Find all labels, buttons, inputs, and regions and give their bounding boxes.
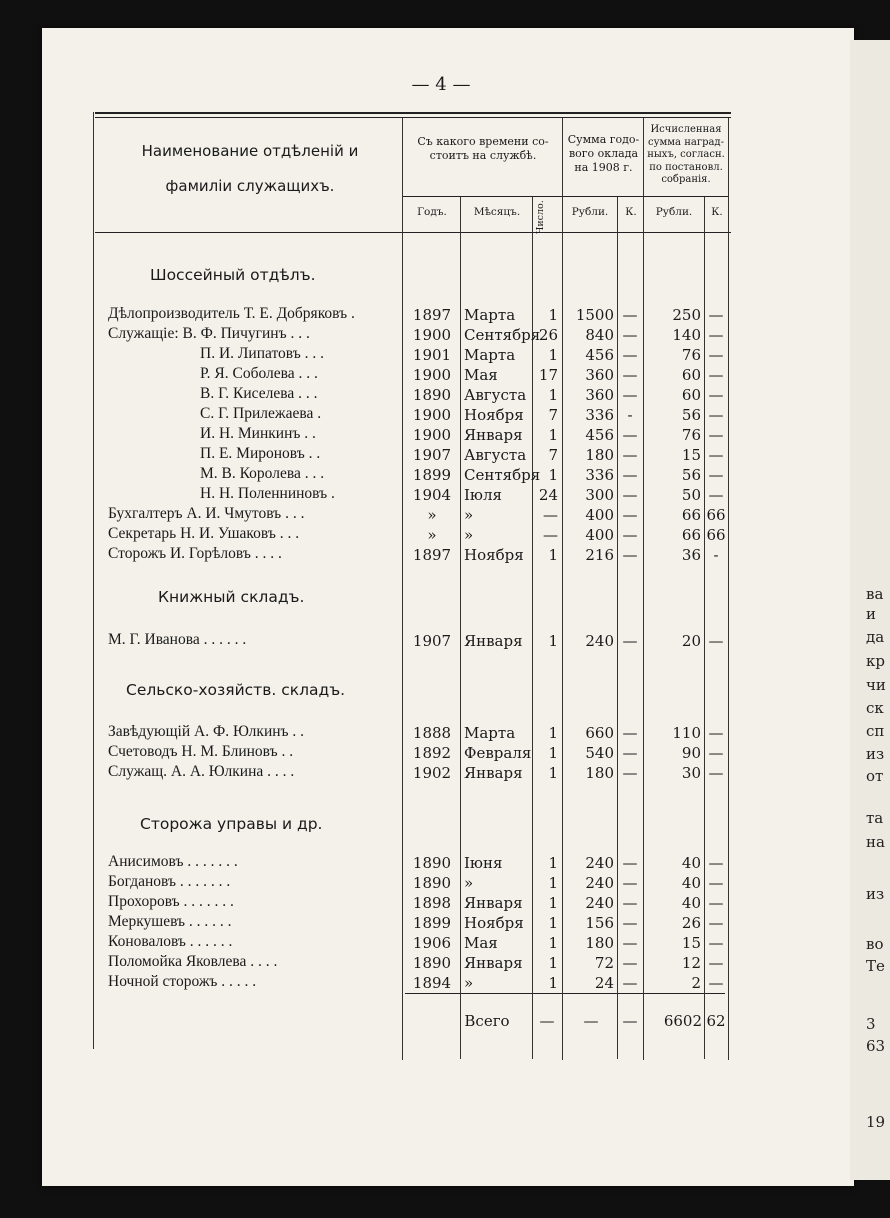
row-year: 1900 [412,426,452,444]
row-name: Анисимовъ . . . . . . . [108,853,238,870]
row-name: В. Г. Киселева . . . [200,385,318,402]
table-top-border [95,112,731,114]
row-award-kop: 66 [706,506,726,524]
row-award-rub: 40 [681,894,701,912]
row-award-rub: 40 [681,874,701,892]
row-name: Н. Н. Поленниновъ . [200,485,335,502]
total-divider [405,993,725,994]
row-day: 1 [548,386,558,404]
row-salary-kop: — [622,632,638,650]
row-award-rub: 2 [691,974,701,992]
row-award-kop: — [708,632,724,650]
row-name: Секретарь Н. И. Ушаковъ . . . [108,525,300,542]
row-award-rub: 76 [681,426,701,444]
row-day: 1 [548,894,558,912]
row-award-kop: — [708,744,724,762]
subheader-day: Число. [535,200,546,234]
subheader-rub2: Рубли. [655,206,693,218]
subheader-month: Мѣсяцъ. [473,206,521,218]
row-day: 26 [538,326,558,344]
row-award-rub: 15 [681,446,701,464]
row-name: П. Е. Мироновъ . . [200,445,321,462]
table-left-border [93,112,94,1049]
row-award-rub: 110 [672,724,701,742]
row-salary-kop: - [627,406,633,424]
next-page-fragment: сп [866,722,885,740]
row-award-kop: 66 [706,526,726,544]
next-page-fragment: от [866,767,884,785]
row-salary-rub: 72 [594,954,614,972]
row-salary-kop: — [622,914,638,932]
row-day: 7 [548,406,558,424]
row-award-rub: 20 [681,632,701,650]
row-month: » [464,526,474,544]
header-salary-col: Сумма годо- вого оклада на 1908 г. [567,133,640,174]
row-year: 1900 [412,366,452,384]
row-salary-rub: 400 [585,506,614,524]
subheader-year: Годъ. [417,206,447,218]
row-year: 1890 [412,874,452,892]
next-page-fragment: на [866,833,885,851]
row-day: 1 [548,632,558,650]
row-name: Богдановъ . . . . . . . [108,873,231,890]
row-award-rub: 40 [681,854,701,872]
row-year: 1906 [412,934,452,952]
row-award-kop: — [708,874,724,892]
row-year: 1892 [412,744,452,762]
total-award-kop: 62 [706,1012,726,1030]
row-year: 1904 [412,486,452,504]
row-month: Января [464,426,523,444]
row-award-rub: 26 [681,914,701,932]
row-award-rub: 60 [681,386,701,404]
subheader-kop2: К. [711,206,723,218]
row-award-kop: — [708,346,724,364]
row-year: 1898 [412,894,452,912]
row-year: 1907 [412,632,452,650]
row-month: Мая [464,934,498,952]
row-month: Августа [464,386,527,404]
row-award-rub: 90 [681,744,701,762]
row-award-rub: 56 [681,406,701,424]
row-salary-rub: 240 [585,632,614,650]
row-salary-kop: — [622,764,638,782]
row-award-kop: - [713,546,719,564]
row-day: 7 [548,446,558,464]
row-salary-rub: 540 [585,744,614,762]
row-year: 1897 [412,546,452,564]
row-salary-rub: 240 [585,874,614,892]
row-name: И. Н. Минкинъ . . [200,425,316,442]
row-award-rub: 66 [681,526,701,544]
row-salary-rub: 456 [585,346,614,364]
next-page-fragment: да [866,628,885,646]
row-name: Сторожъ И. Горѣловъ . . . . [108,545,282,562]
row-name: Дѣлопроизводитель Т. Е. Добряковъ . [108,305,355,322]
row-year: 1902 [412,764,452,782]
row-day: 1 [548,954,558,972]
row-salary-kop: — [622,724,638,742]
row-day: 17 [538,366,558,384]
next-page-fragment: 19 [866,1113,886,1131]
row-name: Счетоводъ Н. М. Блиновъ . . [108,743,294,760]
next-page-fragment: 3 [866,1015,876,1033]
row-salary-kop: — [622,326,638,344]
row-salary-kop: — [622,386,638,404]
row-award-kop: — [708,366,724,384]
subheader-divider [402,196,728,197]
row-award-kop: — [708,914,724,932]
row-year: 1899 [412,466,452,484]
row-month: Февраля [464,744,532,762]
row-year: 1901 [412,346,452,364]
row-award-rub: 66 [681,506,701,524]
row-salary-kop: — [622,854,638,872]
row-salary-rub: 660 [585,724,614,742]
row-salary-rub: 1500 [575,306,614,324]
row-name: Завѣдующій А. Ф. Юлкинъ . . [108,723,305,740]
row-award-kop: — [708,974,724,992]
row-award-kop: — [708,406,724,424]
row-salary-rub: 180 [585,934,614,952]
row-salary-rub: 24 [594,974,614,992]
row-year: 1890 [412,854,452,872]
total-kop: — [622,1012,638,1030]
table-top-border-inner [95,117,731,118]
row-year: » [427,526,437,544]
row-award-kop: — [708,724,724,742]
row-award-rub: 15 [681,934,701,952]
row-salary-kop: — [622,954,638,972]
next-page-fragment: кр [866,652,885,670]
row-month: Августа [464,446,527,464]
row-name: Ночной сторожъ . . . . . [108,973,257,990]
row-salary-rub: 240 [585,854,614,872]
next-page-fragment: ва [866,585,884,603]
row-award-kop: — [708,764,724,782]
row-name: Коноваловъ . . . . . . [108,933,233,950]
row-year: 1900 [412,326,452,344]
row-salary-kop: — [622,506,638,524]
row-day: 1 [548,466,558,484]
row-day: 1 [548,934,558,952]
row-month: Сентября [464,326,541,344]
row-day: 1 [548,874,558,892]
row-salary-kop: — [622,366,638,384]
row-salary-rub: 216 [585,546,614,564]
next-page-fragment: 63 [866,1037,886,1055]
row-month: Января [464,632,523,650]
row-salary-kop: — [622,486,638,504]
row-name: Поломойка Яковлева . . . . [108,953,278,970]
row-award-kop: — [708,386,724,404]
row-name: Служащіе: В. Ф. Пичугинъ . . . [108,325,310,342]
subheader-rub1: Рубли. [571,206,609,218]
row-month: Января [464,894,523,912]
row-name: Бухгалтеръ А. И. Чмутовъ . . . [108,505,305,522]
row-award-kop: — [708,486,724,504]
row-salary-kop: — [622,974,638,992]
col-divider-day [562,118,563,1060]
row-name: П. И. Липатовъ . . . [200,345,324,362]
row-salary-rub: 360 [585,386,614,404]
row-salary-rub: 180 [585,764,614,782]
total-rub: — [583,1012,599,1030]
col-divider-kop1 [643,118,644,1060]
header-award-col: Исчисленная сумма наград- ныхъ, согласн. по постановл. собранія. [647,124,725,185]
row-salary-rub: 240 [585,894,614,912]
row-day: 24 [538,486,558,504]
row-month: Іюня [464,854,503,872]
row-month: Января [464,764,523,782]
row-month: Іюля [464,486,502,504]
col-divider-year [460,197,461,1059]
row-salary-kop: — [622,466,638,484]
row-day: 1 [548,854,558,872]
table-right-border [728,118,729,1060]
row-day: 1 [548,744,558,762]
row-year: 1897 [412,306,452,324]
row-day: 1 [548,914,558,932]
row-name: М. Г. Иванова . . . . . . [108,631,247,648]
row-month: » [464,506,474,524]
row-award-rub: 12 [681,954,701,972]
row-salary-kop: — [622,426,638,444]
row-name: Р. Я. Соболева . . . [200,365,318,382]
section-title-books: Книжный складъ. [158,588,305,606]
next-page-fragment: ск [866,699,884,717]
row-month: Марта [464,724,516,742]
row-month: Мая [464,366,498,384]
row-day: 1 [548,306,558,324]
row-salary-kop: — [622,874,638,892]
row-year: 1888 [412,724,452,742]
row-award-rub: 250 [672,306,701,324]
row-salary-rub: 400 [585,526,614,544]
row-salary-kop: — [622,306,638,324]
row-day: 1 [548,546,558,564]
next-page-fragment: Те [866,957,885,975]
row-name: Прохоровъ . . . . . . . [108,893,234,910]
col-divider-name [402,118,403,1060]
row-salary-kop: — [622,446,638,464]
row-award-kop: — [708,306,724,324]
total-label: Всего [464,1012,510,1030]
row-day: 1 [548,426,558,444]
row-day: — [543,526,558,544]
row-name: М. В. Королева . . . [200,465,325,482]
row-award-rub: 60 [681,366,701,384]
total-day: — [539,1012,555,1030]
row-award-kop: — [708,426,724,444]
row-year: 1899 [412,914,452,932]
row-year: 1890 [412,954,452,972]
row-salary-rub: 336 [585,466,614,484]
row-award-rub: 36 [681,546,701,564]
row-year: 1890 [412,386,452,404]
row-award-kop: — [708,326,724,344]
next-page-fragment: из [866,745,885,763]
header-bottom-border [95,232,731,233]
subheader-kop1: К. [625,206,637,218]
row-name: Служащ. А. А. Юлкина . . . . [108,763,295,780]
row-salary-rub: 180 [585,446,614,464]
row-salary-kop: — [622,546,638,564]
row-day: 1 [548,724,558,742]
row-salary-rub: 300 [585,486,614,504]
row-award-kop: — [708,446,724,464]
row-award-kop: — [708,854,724,872]
row-day: 1 [548,974,558,992]
row-salary-rub: 360 [585,366,614,384]
row-day: — [543,506,558,524]
row-salary-kop: — [622,744,638,762]
next-page-fragment: и [866,605,876,623]
row-day: 1 [548,764,558,782]
row-year: » [427,506,437,524]
row-salary-kop: — [622,526,638,544]
row-salary-kop: — [622,934,638,952]
row-day: 1 [548,346,558,364]
row-month: Сентября [464,466,541,484]
row-salary-rub: 456 [585,426,614,444]
row-year: 1900 [412,406,452,424]
row-month: Ноября [464,546,524,564]
next-page-fragment: из [866,885,885,903]
row-name: С. Г. Прилежаева . [200,405,322,422]
row-salary-kop: — [622,894,638,912]
page-number: — 4 — [411,74,471,95]
row-name: Меркушевъ . . . . . . [108,913,232,930]
header-name-col: Наименование отдѣленій и фамиліи служащихъ. [141,142,359,195]
row-month: Января [464,954,523,972]
row-award-rub: 76 [681,346,701,364]
row-month: Марта [464,346,516,364]
next-page-fragment: та [866,809,884,827]
next-page-fragment: во [866,935,884,953]
row-award-rub: 50 [681,486,701,504]
row-salary-rub: 840 [585,326,614,344]
row-award-rub: 30 [681,764,701,782]
row-award-kop: — [708,954,724,972]
row-year: 1894 [412,974,452,992]
header-since-col: Съ какого времени со- стоитъ на службѣ. [417,135,549,162]
row-month: Ноября [464,406,524,424]
row-award-rub: 140 [672,326,701,344]
row-salary-kop: — [622,346,638,364]
row-salary-rub: 336 [585,406,614,424]
section-title-agri: Сельско-хозяйств. складъ. [126,681,346,699]
document-page [42,28,854,1186]
total-award-rub: 6602 [663,1012,702,1030]
section-title-guards: Сторожа управы и др. [140,815,323,833]
row-award-kop: — [708,894,724,912]
row-month: Марта [464,306,516,324]
row-month: » [464,874,474,892]
row-month: » [464,974,474,992]
section-title-highway: Шоссейный отдѣлъ. [150,266,316,284]
next-page-fragment: чи [866,676,886,694]
row-award-kop: — [708,934,724,952]
row-year: 1907 [412,446,452,464]
row-month: Ноября [464,914,524,932]
row-salary-rub: 156 [585,914,614,932]
row-award-rub: 56 [681,466,701,484]
row-award-kop: — [708,466,724,484]
